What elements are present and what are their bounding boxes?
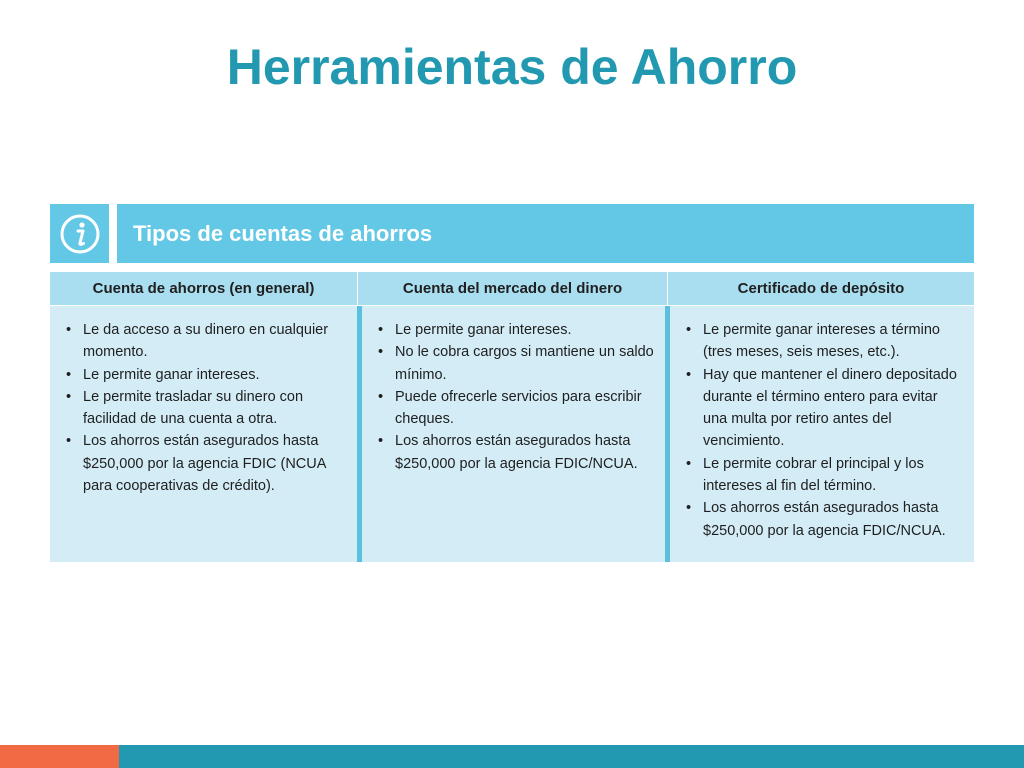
panel-header (117, 204, 974, 263)
footer-accent (0, 745, 119, 768)
column-heading-certificate: Certificado de depósito (668, 272, 974, 305)
slide-title: Herramientas de Ahorro (226, 39, 798, 95)
list-item: • Le permite cobrar el principal y los intereses al fin del término. (684, 453, 964, 498)
list-item: • No le cobra cargos si mantiene un saldo mínimo. (376, 341, 655, 386)
bullet-list (64, 319, 347, 497)
list-item: • Le da acceso a su dinero en cualquier momento. (64, 319, 347, 364)
list-item: • Le permite ganar intereses. (64, 364, 347, 386)
list-item: • Le permite ganar intereses. (376, 319, 655, 341)
list-item: • Los ahorros están asegurados hasta $250,000 por la agencia FDIC/NCUA. (684, 497, 964, 542)
column-heading-savings: Cuenta de ahorros (en general) (50, 272, 357, 305)
column-heading-money-market: Cuenta del mercado del dinero (358, 272, 667, 305)
panel-heading: Tipos de cuentas de ahorros (133, 220, 433, 246)
bullet-list (684, 319, 964, 542)
column-body-certificate (670, 306, 974, 562)
info-icon (59, 213, 101, 255)
list-item: • Los ahorros están asegurados hasta $250,000 por la agencia FDIC/NCUA. (376, 430, 655, 475)
list-item: • Le permite trasladar su dinero con facilidad de una cuenta a otra. (64, 386, 347, 431)
list-item: • Hay que mantener el dinero depositado durante el término entero para evitar una multa por retiro antes del vencimiento. (684, 364, 964, 453)
column-body-money-market (362, 306, 665, 562)
footer-bar (0, 745, 1024, 768)
list-item: • Puede ofrecerle servicios para escribir cheques. (376, 386, 655, 431)
list-item: • Los ahorros están asegurados hasta $250,000 por la agencia FDIC (NCUA para cooperativas de crédito). (64, 430, 347, 497)
column-body-savings (50, 306, 357, 562)
info-icon-box (50, 204, 109, 263)
bullet-list (376, 319, 655, 475)
list-item: • Le permite ganar intereses a término (tres meses, seis meses, etc.). (684, 319, 964, 364)
